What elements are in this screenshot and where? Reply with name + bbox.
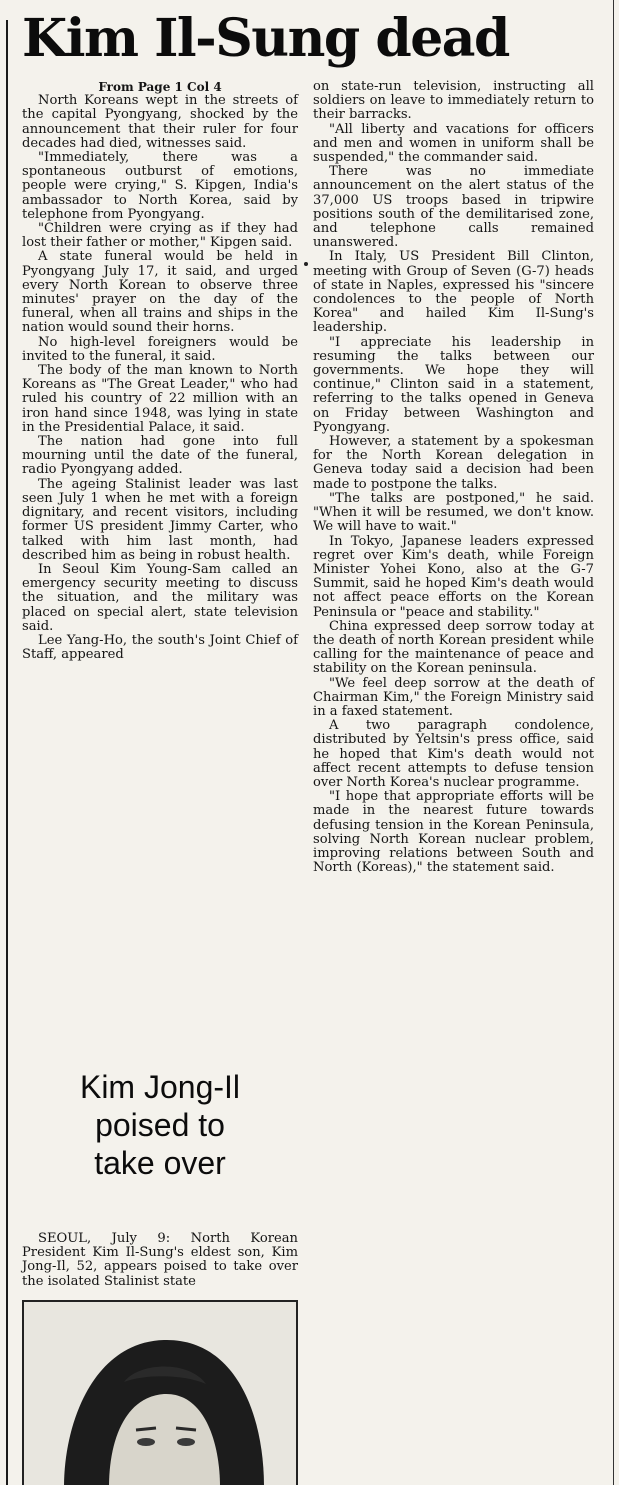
paragraph: "I appreciate his leadership in resuming the talks between our governments. We hope they will continue," Clinton said in a statement, referring to the talks opened in Geneva on Friday between Washington and Pyongyang. [313, 334, 594, 435]
print-dot [304, 262, 308, 266]
paragraph: In Tokyo, Japanese leaders expressed regret over Kim's death, while Foreign Minister Yohei Kono, also at the G-7 Summit, said he hoped Kim's death would not affect peace efforts on the Korean Peninsula or "peace and stability." [313, 533, 594, 620]
subhead-line: poised to [95, 1107, 225, 1143]
paragraph: There was no immediate announcement on the alert status of the 37,000 US troops based in tripwire positions south of the demilitarised zone, and telephone calls remained unanswered. [313, 164, 594, 251]
paragraph: "I hope that appropriate efforts will be made in the nearest future towards defusing tension in the Korean Peninsula, solving North Korean nuclear problem, improving relations between South and North (Koreas)," the statement said. [313, 789, 594, 876]
jump-line: From Page 1 Col 4 [98, 80, 222, 94]
sub-article-body [22, 1232, 298, 1289]
paragraph: "We feel deep sorrow at the death of Chairman Kim," the Foreign Ministry said in a faxed statement. [313, 675, 594, 719]
paragraph: In Italy, US President Bill Clinton, meeting with Group of Seven (G-7) heads of state in Naples, expressed his "sincere condolences to the people of North Korea" and hailed Kim Il-Sung's leadership. [313, 249, 594, 336]
paragraph: "The talks are postponed," he said. "When it will be resumed, we don't know. We will have to wait." [313, 490, 594, 535]
paragraph: The ageing Stalinist leader was last seen July 1 when he met with a foreign dignitary, and recent visitors, including former US president Jimmy Carter, who talked with him last month, had described him as being in robust health. [22, 476, 298, 563]
column-rule-right [613, 0, 614, 1485]
left-column [22, 80, 298, 662]
portrait-photo [22, 1300, 298, 1485]
subhead [22, 1068, 298, 1182]
subhead-line: take over [94, 1145, 226, 1181]
paragraph: North Koreans wept in the streets of the capital Pyongyang, shocked by the announcement that their ruler for four decades had died, witnesses said. [22, 93, 298, 151]
right-column [313, 80, 594, 875]
paragraph: "Children were crying as if they had lost their father or mother," Kipgen said. [22, 221, 298, 251]
paragraph: SEOUL, July 9: North Korean President Kim Il-Sung's eldest son, Kim Jong-Il, 52, appears poised to take over the isolated Stalinist state [22, 1231, 298, 1289]
paragraph: A two paragraph condolence, distributed by Yeltsin's press office, said he hoped that Kim's death would not affect recent attempts to defuse tension over North Korea's nuclear programme. [313, 718, 594, 790]
paragraph: on state-run television, instructing all soldiers on leave to immediately return to their barracks. [313, 79, 594, 123]
paragraph: No high-level foreigners would be invited to the funeral, it said. [22, 334, 298, 364]
paragraph: In Seoul Kim Young-Sam called an emergency security meeting to discuss the situation, and the military was placed on special alert, state television said. [22, 561, 298, 634]
paragraph: However, a statement by a spokesman for the North Korean delegation in Geneva today said a decision had been made to postpone the talks. [313, 434, 594, 492]
paragraph: China expressed deep sorrow today at the death of north Korean president while calling for the maintenance of peace and stability on the Korean peninsula. [313, 618, 594, 677]
paragraph: The nation had gone into full mourning until the date of the funeral, radio Pyongyang added. [22, 434, 298, 478]
subhead-line: Kim Jong-Il [79, 1069, 241, 1105]
paragraph: "Immediately, there was a spontaneous outburst of emotions, people were crying," S. Kipgen, India's ambassador to North Korea, said by telephone from Pyongyang. [22, 150, 298, 222]
portrait-image [24, 1302, 296, 1485]
paragraph: A state funeral would be held in Pyongyang July 17, it said, and urged every North Korean to observe three minutes' prayer on the day of the funeral, when all trains and ships in the nation would sound their horns. [22, 249, 298, 336]
paragraph: The body of the man known to North Koreans as "The Great Leader," who had ruled his country of 22 million with an iron hand since 1948, was lying in state in the Presidential Palace, it said. [22, 363, 298, 435]
headline: Kim Il-Sung dead [22, 8, 509, 69]
column-rule-left [6, 20, 8, 1485]
paragraph: Lee Yang-Ho, the south's Joint Chief of Staff, appeared [22, 632, 298, 663]
paragraph: "All liberty and vacations for officers and men and women in uniform shall be suspended," the commander said. [313, 121, 594, 166]
